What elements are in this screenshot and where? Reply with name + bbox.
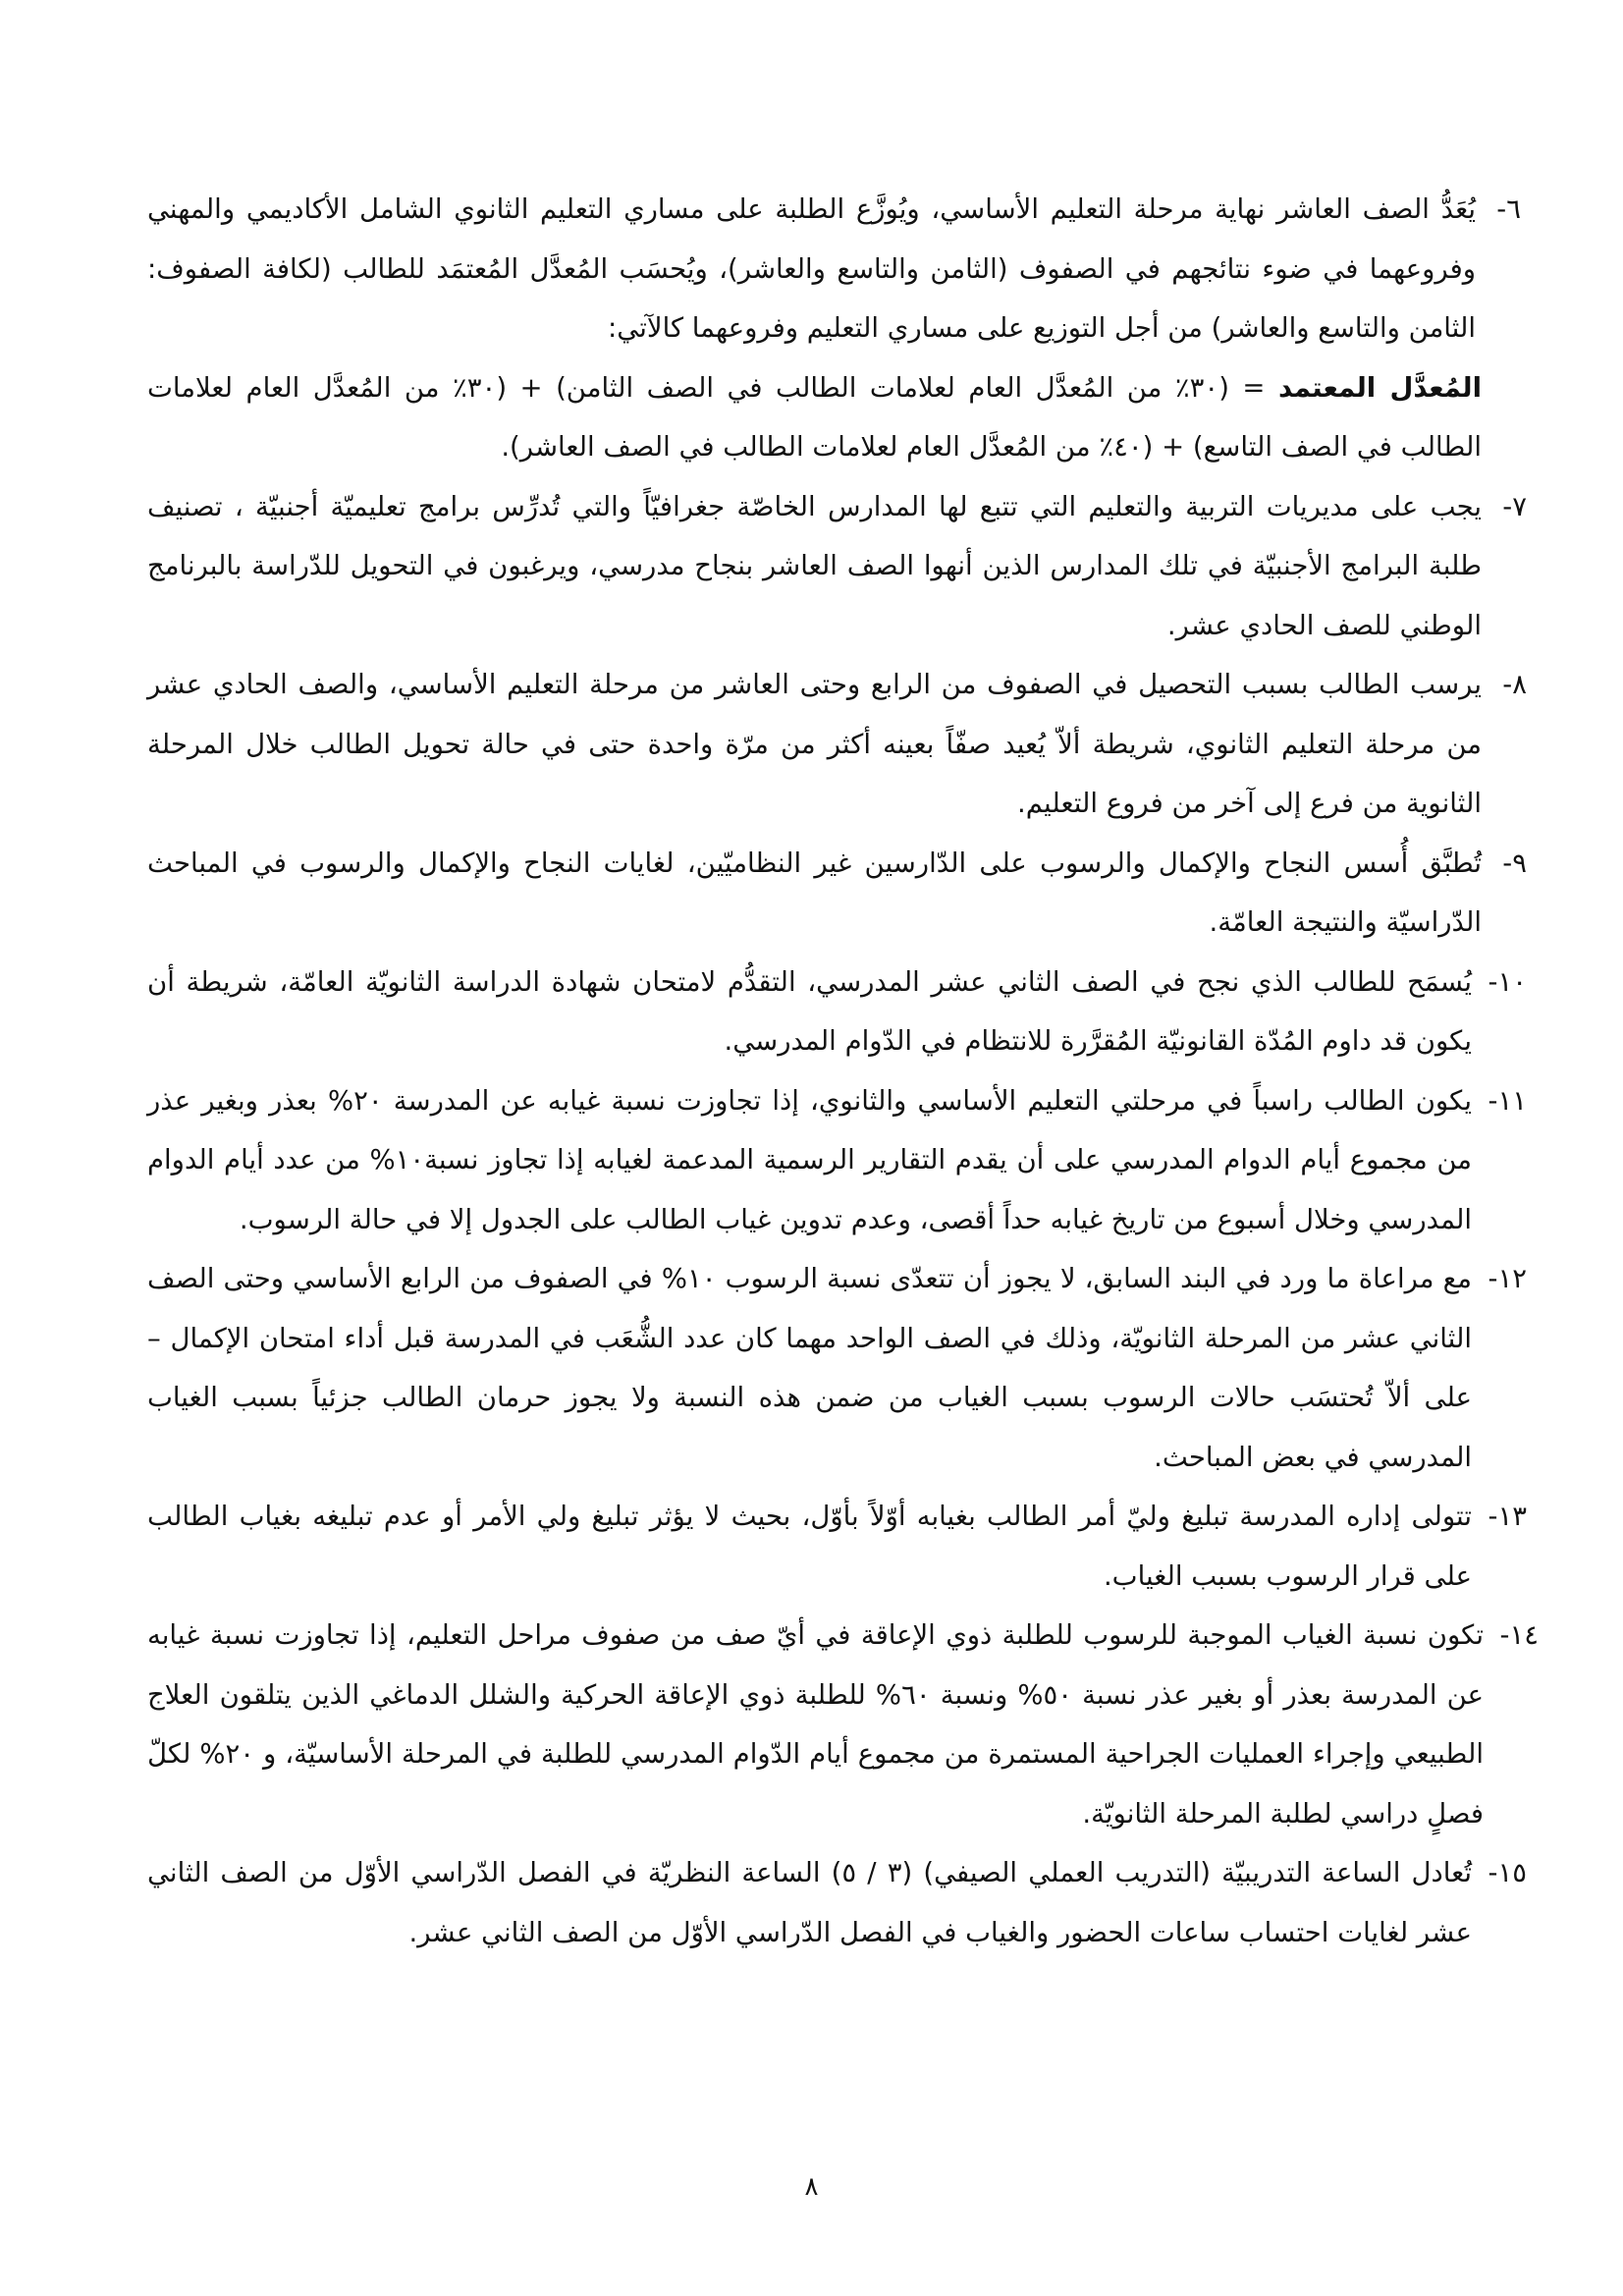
list-item-11 <box>147 1071 1527 1250</box>
list-item-10 <box>147 953 1527 1071</box>
list-item-9 <box>147 834 1527 953</box>
item-text: مع مراعاة ما ورد في البند السابق، لا يجوز أن تتعدّى نسبة الرسوب ١٠% في الصفوف من الرابع الأساسي وحتى الصف الثاني عشر من المرحلة الثانويّة، وذلك في الصف الواحد مهما كان عدد الشُّعَب في المدرسة قبل أداء امتحان الإكمال – على ألاّ تُحتسَب حالات الرسوب بسبب الغياب من ضمن هذه النسبة ولا يجوز حرمان الطالب جزئياً بسبب الغياب المدرسي في بعض المباحث. <box>147 1263 1472 1473</box>
item-number: ١٥- <box>1488 1857 1527 1888</box>
item-text: تكون نسبة الغياب الموجبة للرسوب للطلبة ذوي الإعاقة في أيّ صف من صفوف مراحل التعليم، إذا تجاوزت نسبة غيابه عن المدرسة بعذر أو بغير عذر نسبة ٥٠% ونسبة ٦٠% للطلبة ذوي الإعاقة الحركية والشلل الدماغي الذين يتلقون العلاج الطبيعي وإجراء العمليات الجراحية المستمرة من مجموع أيام الدّوام المدرسي للطلبة في المرحلة الأساسيّة، و ٢٠% لكلّ فصلٍ دراسي لطلبة المرحلة الثانويّة. <box>147 1619 1485 1830</box>
item-number: ١٠- <box>1488 965 1527 998</box>
item-number: ٨- <box>1502 669 1527 700</box>
item-text: يجب على مديريات التربية والتعليم التي تتبع لها المدارس الخاصّة جغرافيّاً والتي تُدرِّس برامج تعليميّة أجنبيّة ، تصنيف طلبة البرامج الأجنبيّة في تلك المدارس الذين أنهوا الصف العاشر بنجاح مدرسي، ويرغبون في التحويل للدّراسة بالبرنامج الوطني للصف الحادي عشر. <box>147 490 1482 641</box>
item-number: ١٤- <box>1499 1619 1539 1651</box>
average-formula <box>147 358 1527 477</box>
item-text: تُعادل الساعة التدريبيّة (التدريب العملي الصيفي) (٣ / ٥) الساعة النظريّة في الفصل الدّراسي الأوّل من الصف الثاني عشر لغايات احتساب ساعات الحضور والغياب في الفصل الدّراسي الأوّل من الصف الثاني عشر. <box>147 1857 1473 1948</box>
list-item-12 <box>147 1249 1527 1487</box>
page-number: ٨ <box>804 2172 819 2202</box>
document-body <box>0 180 1623 1962</box>
item-text: يُسمَح للطالب الذي نجح في الصف الثاني عشر المدرسي، التقدُّم لامتحان شهادة الدراسة الثانويّة العامّة، شريطة أن يكون قد داوم المُدّة القانونيّة المُقرَّرة للانتظام في الدّوام المدرسي. <box>147 965 1472 1057</box>
list-item-14 <box>147 1606 1539 1843</box>
item-number: ١٣- <box>1488 1501 1527 1532</box>
item-text: تُطبَّق أُسس النجاح والإكمال والرسوب على الدّارسين غير النظاميّين، لغايات النجاح والإكمال والرسوب في المباحث الدّراسيّة والنتيجة العامّة. <box>147 847 1482 938</box>
item-number: ١١- <box>1488 1084 1527 1117</box>
formula-label: المُعدَّل المعتمد <box>1277 371 1482 404</box>
list-item-15 <box>147 1843 1527 1962</box>
item-text: يكون الطالب راسباً في مرحلتي التعليم الأساسي والثانوي، إذا تجاوزت نسبة غيابه عن المدرسة ٢٠% بعذر وبغير عذر من مجموع أيام الدوام المدرسي على أن يقدم التقارير الرسمية المدعمة لغيابه إذا تجاوز نسبة١٠% من عدد أيام الدوام المدرسي وخلال أسبوع من تاريخ غيابه حداً أقصى، وعدم تدوين غياب الطالب على الجدول إلا في حالة الرسوب. <box>147 1084 1472 1235</box>
list-item-7 <box>147 477 1527 656</box>
item-number: ٦- <box>1496 193 1521 225</box>
item-number: ١٢- <box>1488 1263 1527 1294</box>
item-text: تتولى إداره المدرسة تبليغ وليّ أمر الطالب بغيابه أوّلاً بأوّل، بحيث لا يؤثر تبليغ ولي الأمر أو عدم تبليغه بغياب الطالب على قرار الرسوب بسبب الغياب. <box>147 1501 1472 1592</box>
item-text: يُعَدُّ الصف العاشر نهاية مرحلة التعليم الأساسي، ويُوزَّع الطلبة على مساري التعليم الثانوي الشامل الأكاديمي والمهني وفروعهما في ضوء نتائجهم في الصفوف (الثامن والتاسع والعاشر)، ويُحسَب المُعدَّل المُعتمَد للطالب (لكافة الصفوف: الثامن والتاسع والعاشر) من أجل التوزيع على مساري التعليم وفروعهما كالآتي: <box>147 193 1476 344</box>
item-number: ٩- <box>1502 847 1527 879</box>
item-number: ٧- <box>1502 490 1527 522</box>
list-item-8 <box>147 655 1527 834</box>
list-item-13 <box>147 1487 1527 1606</box>
item-text: يرسب الطالب بسبب التحصيل في الصفوف من الرابع وحتى العاشر من مرحلة التعليم الأساسي، والصف الحادي عشر من مرحلة التعليم الثانوي، شريطة ألاّ يُعيد صفّاً بعينه أكثر من مرّة واحدة حتى في حالة تحويل الطالب خلال المرحلة الثانوية من فرع إلى آخر من فروع التعليم. <box>147 669 1482 819</box>
formula-text: = (٣٠٪ من المُعدَّل العام لعلامات الطالب في الصف الثامن) + (٣٠٪ من المُعدَّل العام لعلامات الطالب في الصف التاسع) + (٤٠٪ من المُعدَّل العام لعلامات الطالب في الصف العاشر). <box>147 371 1482 463</box>
list-item-6 <box>147 180 1521 358</box>
